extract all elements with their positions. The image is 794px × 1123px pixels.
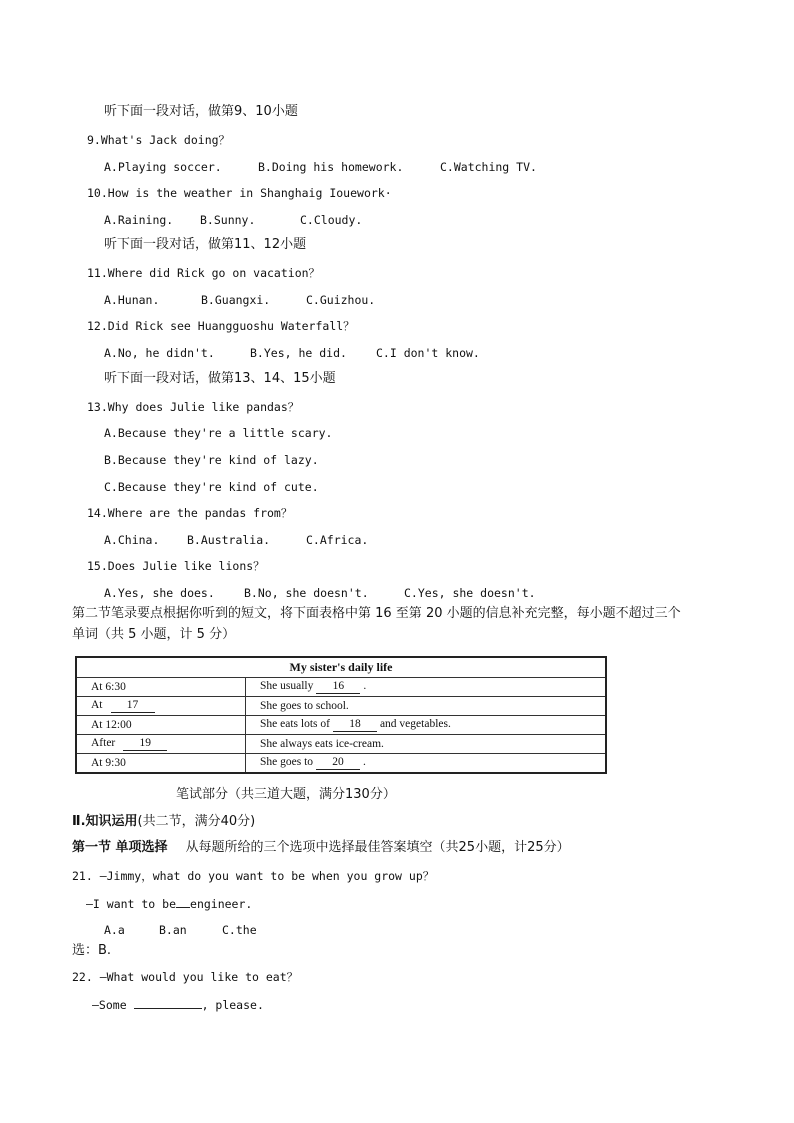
table-cell-activity [246,754,607,774]
table-cell-time [76,716,246,735]
question-21-choice: 选：B. [72,943,112,958]
time-label: At 9:30 [91,757,126,769]
answer-blank-21[interactable] [176,895,190,908]
option-c: C.the [222,923,257,937]
option-a: A.Raining. [104,213,174,227]
section2-instruction-line1: 第二节笔录要点根据你听到的短文，将下面表格中第 16 至第 20 小题的信息补充完整，每小题不超过三个 [72,606,681,621]
question-22: 22. —What would you like to eat？ [72,970,299,984]
table-cell-time [76,754,246,774]
answer-blank-19[interactable]: 19 [123,737,167,751]
option-a: A.Yes, she does. [104,586,215,600]
option-a: A.Playing soccer. [104,160,222,174]
part2-note: (共二节，满分40分) [137,814,256,829]
question-15: 15.Does Julie like lions？ [87,559,265,573]
question-13-option-b: B.Because they're kind of lazy. [104,453,319,467]
option-c: C.Yes, she doesn't. [404,586,536,600]
question-21-answer-line [86,895,252,912]
activity-suffix: . [363,680,367,692]
option-c: C.Cloudy. [300,213,363,227]
question-10: 10.How is the weather in Shanghaig Iouework· [87,186,392,200]
question-14: 14.Where are the pandas from？ [87,506,293,520]
activity-text: She goes to [260,756,314,768]
question-21: 21. —Jimmy，what do you want to be when you grow up？ [72,869,435,883]
option-b: B.Sunny. [200,213,256,227]
activity-text: She always eats ice-cream. [260,738,384,750]
table-cell-activity [246,735,607,754]
answer-blank-18[interactable]: 18 [333,718,377,732]
table-title: My sister's daily life [76,657,606,678]
question-13-option-c: C.Because they're kind of cute. [104,480,319,494]
option-b: B.Yes, he did. [250,346,347,360]
answer-blank-16[interactable]: 16 [316,680,360,694]
option-b: B.Australia. [187,533,271,547]
section1-label: 第一节 单项选择 [72,840,168,855]
option-b: B.No, she doesn't. [244,586,369,600]
answer-suffix: , please. [201,998,264,1012]
option-a: A.Hunan. [104,293,160,307]
table-row [76,678,606,697]
question-13: 13.Why does Julie like pandas？ [87,400,300,414]
daily-life-table [75,656,607,774]
table-cell-time [76,678,246,697]
part2-heading [72,814,255,830]
table-cell-activity [246,697,607,716]
question-13-option-a: A.Because they're a little scary. [104,426,333,440]
answer-blank-20[interactable]: 20 [316,756,360,770]
time-label: At [91,699,103,711]
option-a: A.China. [104,533,160,547]
option-b: B.Doing his homework. [258,160,404,174]
table-row [76,754,606,774]
table-cell-time [76,697,246,716]
option-c: C.I don't know. [376,346,480,360]
table-cell-activity [246,716,607,735]
option-a: A.a [104,923,125,937]
option-a: A.No, he didn't. [104,346,215,360]
question-22-answer-line [92,996,264,1013]
option-b: B.Guangxi. [201,293,271,307]
answer-blank-17[interactable]: 17 [111,699,155,713]
option-c: C.Watching TV. [440,160,537,174]
question-9: 9.What's Jack doing？ [87,133,231,147]
table-header-row [76,657,606,678]
section2-instruction-line2: 单词（共 5 小题，计 5 分） [72,627,236,642]
section1-instruction: 从每题所给的三个选项中选择最佳答案填空（共25小题，计25分） [185,840,570,855]
question-11: 11.Where did Rick go on vacation？ [87,266,321,280]
option-c: C.Guizhou. [306,293,376,307]
answer-prefix: —Some [92,998,127,1012]
part2-title: Ⅱ.知识运用 [72,814,138,829]
activity-text: She eats lots of [260,718,330,730]
table-row [76,716,606,735]
section-heading-13-15: 听下面一段对话，做第13、14、15小题 [104,371,336,386]
table-row [76,697,606,716]
activity-suffix: and vegetables. [379,718,451,730]
answer-blank-22[interactable] [134,996,202,1009]
activity-text: She goes to school. [260,700,349,712]
table-row [76,735,606,754]
section-heading-11-12: 听下面一段对话，做第11、12小题 [104,237,307,252]
time-label: At 6:30 [91,681,126,693]
written-part-heading: 笔试部分（共三道大题，满分130分） [176,787,396,802]
answer-prefix: —I want to be [86,897,177,911]
table-cell-activity [246,678,607,697]
option-c: C.Africa. [306,533,369,547]
section-heading-9-10: 听下面一段对话，做第9、10小题 [104,104,298,119]
section1-heading [72,840,570,856]
answer-suffix: engineer. [190,897,253,911]
option-b: B.an [159,923,187,937]
table-cell-time [76,735,246,754]
time-label: At 12:00 [91,719,132,731]
question-12: 12.Did Rick see Huangguoshu Waterfall？ [87,319,355,333]
activity-suffix: . [363,756,366,768]
activity-text: She usually [260,680,314,692]
time-label: After [91,737,116,749]
